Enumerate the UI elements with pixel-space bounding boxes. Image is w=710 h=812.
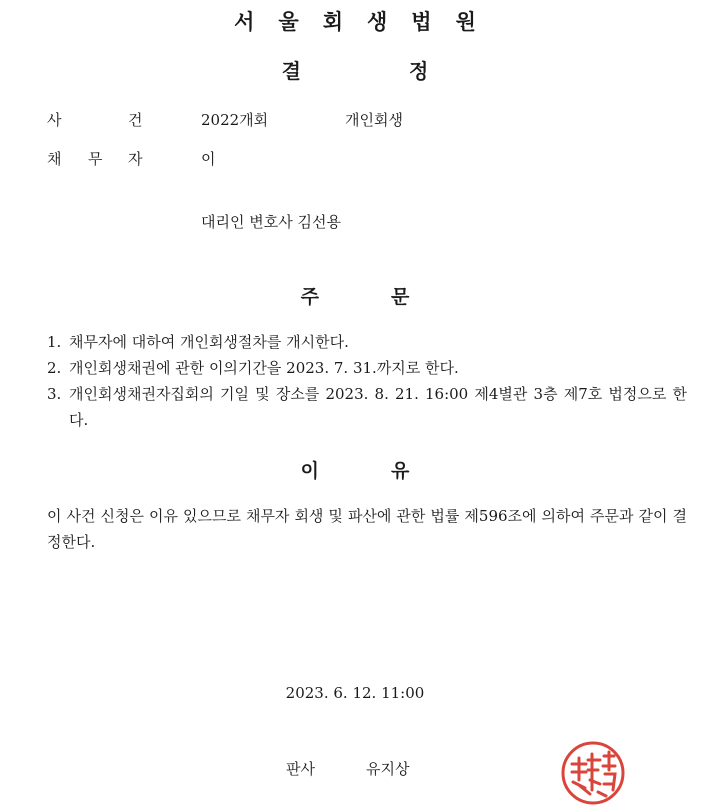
case-label-char: 건 [128, 111, 143, 129]
order-item [47, 355, 687, 381]
case-number: 2022개회 [201, 111, 269, 129]
court-name-char: 울 [278, 10, 299, 34]
court-name-char: 법 [411, 10, 432, 34]
debtor-name: 이 [201, 150, 216, 168]
debtor-label [47, 148, 147, 168]
reason-heading-char: 유 [391, 460, 410, 482]
order-item-text: 개인회생채권자집회의 기일 및 장소를 2023. 8. 21. 16:00 제4별관 3층 제7호 법정으로 한다. [69, 385, 687, 429]
court-name-char: 원 [455, 10, 476, 34]
order-item-text: 개인회생채권에 관한 이의기간을 2023. 7. 31.까지로 한다. [69, 359, 459, 377]
document-type-title [0, 55, 710, 84]
order-item [47, 381, 687, 433]
judge-signature-line [286, 758, 409, 779]
decision-date: 2023. 6. 12. 11:00 [285, 684, 425, 702]
order-item-number: 3. [47, 385, 62, 403]
court-name-char: 회 [322, 10, 343, 34]
order-item [47, 329, 687, 355]
judge-seal-stamp [560, 740, 626, 806]
debtor-label-char: 자 [128, 150, 143, 168]
court-name [0, 6, 710, 36]
court-name-char: 생 [367, 10, 388, 34]
reason-heading [0, 456, 710, 483]
order-item-text: 채무자에 대하여 개인회생절차를 개시한다. [69, 333, 349, 351]
order-heading [0, 282, 710, 309]
case-label [47, 109, 147, 129]
case-label-char: 사 [47, 111, 62, 129]
order-item-number: 2. [47, 359, 62, 377]
judge-name: 유지상 [366, 760, 410, 778]
reason-text: 이 사건 신청은 이유 있으므로 채무자 회생 및 파산에 관한 법률 제596조에 의하여 주문과 같이 결정한다. [47, 507, 687, 551]
seal-glyph-strokes [572, 752, 615, 796]
debtor-label-char: 무 [88, 150, 103, 168]
order-item-number: 1. [47, 333, 62, 351]
document-type-char: 결 [281, 59, 301, 83]
judge-title: 판사 [286, 760, 315, 778]
case-type: 개인회생 [345, 111, 403, 129]
order-list [47, 329, 687, 433]
order-heading-char: 문 [391, 286, 410, 308]
reason-heading-char: 이 [300, 460, 319, 482]
document-type-char: 정 [409, 59, 429, 83]
debtor-label-char: 채 [47, 150, 62, 168]
legal-agent: 대리인 변호사 김선용 [201, 213, 341, 231]
order-heading-char: 주 [300, 286, 319, 308]
court-name-char: 서 [234, 10, 255, 34]
